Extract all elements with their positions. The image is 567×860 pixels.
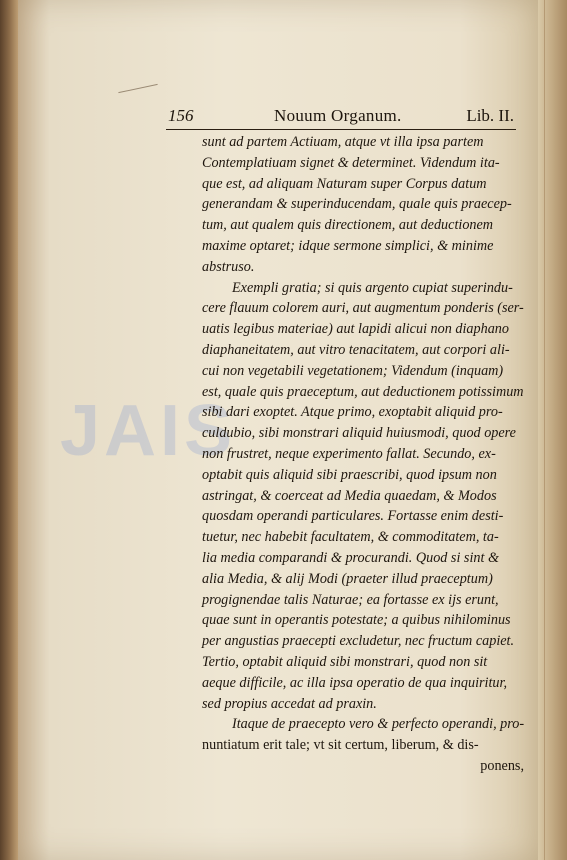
text-line: lia media comparandi & procurandi. Quod si sint & [202, 549, 500, 566]
text-line: Tertio, optabit aliquid sibi monstrari, quod non sit [202, 653, 488, 670]
running-header [168, 106, 514, 128]
text-line: est, quale quis praeceptum, aut deductionem potissimum [202, 383, 524, 400]
text-line: maxime optaret; idque sermone simplici, & minime [202, 237, 494, 254]
text-line: sunt ad partem Actiuam, atque vt illa ipsa partem [202, 134, 484, 150]
page-fore-edge [538, 0, 567, 860]
book-number: Lib. II. [466, 106, 514, 125]
text-line: Contemplatiuam signet & determinet. Videndum ita- [202, 154, 500, 171]
text-line: nuntiatum erit tale; vt sit certum, liberum, & dis- [202, 737, 479, 754]
text-line: ponens, [480, 757, 524, 774]
text-line: que est, ad aliquam Naturam super Corpus datum [202, 175, 487, 192]
body-text [202, 132, 524, 777]
text-line: sed propius accedat ad praxin. [202, 695, 377, 712]
text-line: generandam & superinducendam, quale quis praecep- [202, 196, 512, 213]
text-line: abstruso. [202, 258, 255, 275]
page-number: 156 [168, 106, 194, 125]
watermark: JAIS [60, 391, 237, 471]
text-line: alia Media, & alij Modi (praeter illud praeceptum) [202, 570, 493, 587]
running-title: Nouum Organum. [274, 106, 402, 125]
text-line: cui non vegetabili vegetationem; Videndum (inquam) [202, 362, 504, 379]
text-line: Exempli gratia; si quis argento cupiat superindu- [232, 279, 513, 296]
text-line: culdubio, sibi monstrari aliquid huiusmodi, quod opere [202, 425, 516, 442]
text-line: diaphaneitatem, aut vitro tenacitatem, aut corpori ali- [202, 341, 510, 358]
text-line: sibi dari exoptet. Atque primo, exoptabit aliquid pro- [202, 404, 503, 421]
text-line: cere flauum colorem auri, aut augmentum ponderis (ser- [202, 300, 524, 317]
header-rule [166, 129, 516, 130]
text-line: tuetur, nec habebit facultatem, & commoditatem, ta- [202, 529, 499, 546]
text-line: astringat, & coerceat ad Media quaedam, & Modos [202, 487, 497, 504]
text-line: quosdam operandi particulares. Fortasse enim desti- [202, 508, 504, 525]
text-line: progignendae talis Naturae; ea fortasse ex ijs erunt, [202, 591, 499, 608]
text-line: uatis legibus materiae) aut lapidi alicui non diaphano [202, 321, 509, 338]
text-line: per angustias praecepti excludetur, nec fructum capiet. [202, 633, 515, 650]
text-line: aeque difficile, ac illa ipsa operatio de qua inquiritur, [202, 674, 508, 691]
text-line: optabit quis aliquid sibi praescribi, quod ipsum non [202, 466, 497, 483]
text-line: quae sunt in operantis potestate; a quibus nihilominus [202, 612, 511, 629]
book-binding [0, 0, 20, 860]
text-line: Itaque de praecepto vero & perfecto operandi, pro- [232, 716, 525, 733]
text-line: tum, aut qualem quis directionem, aut deductionem [202, 217, 494, 234]
text-line: non frustret, neque experimento fallat. Secundo, ex- [202, 445, 496, 462]
